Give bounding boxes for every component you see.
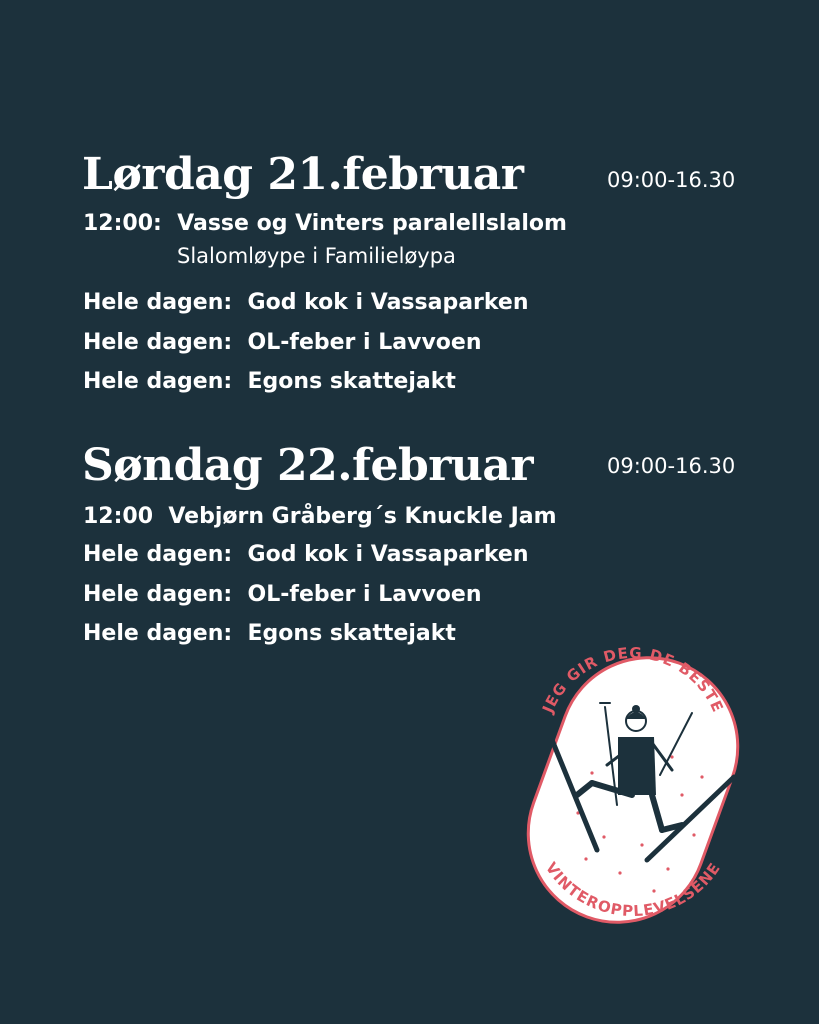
day2-event-name: Vebjørn Gråberg´s Knuckle Jam	[168, 504, 557, 529]
day2-allday-name: God kok i Vassaparken	[247, 542, 529, 567]
day1-time-range: 09:00-16.30	[607, 168, 736, 192]
day1-allday-row	[83, 292, 529, 314]
day1-allday-label: Hele dagen:	[83, 330, 233, 355]
badge-bottom-text: VINTEROPPLEVELSENE	[541, 859, 725, 921]
day2-allday-label: Hele dagen:	[83, 582, 233, 607]
day2-allday-name: Egons skattejakt	[247, 621, 456, 646]
day2-allday-row	[83, 584, 481, 606]
day1-event-time: 12:00:	[83, 211, 162, 236]
day2-time-range: 09:00-16.30	[607, 454, 736, 478]
badge-logo	[522, 645, 744, 935]
day1-event-location: Slalomløype i Familieløypa	[177, 244, 456, 268]
day1-allday-label: Hele dagen:	[83, 290, 233, 315]
day1-allday-name: God kok i Vassaparken	[247, 290, 529, 315]
day2-allday-label: Hele dagen:	[83, 621, 233, 646]
day1-allday-label: Hele dagen:	[83, 369, 233, 394]
day1-allday-name: Egons skattejakt	[247, 369, 456, 394]
day1-allday-row	[83, 371, 456, 393]
day2-allday-name: OL-feber i Lavvoen	[247, 582, 482, 607]
day1-event-name: Vasse og Vinters paralellslalom	[177, 211, 567, 236]
day2-allday-label: Hele dagen:	[83, 542, 233, 567]
day1-allday-row	[83, 332, 481, 354]
day2-allday-row	[83, 623, 456, 645]
badge-top-text: JEG GIR DEG DE BESTE	[538, 645, 728, 716]
day2-title: Søndag 22.februar	[82, 440, 534, 491]
day1-allday-name: OL-feber i Lavvoen	[247, 330, 482, 355]
day1-title: Lørdag 21.februar	[82, 149, 524, 200]
day2-event-time: 12:00	[83, 504, 154, 529]
day2-event-row	[83, 506, 557, 528]
day2-allday-row	[83, 544, 529, 566]
day1-event-row	[83, 213, 567, 235]
